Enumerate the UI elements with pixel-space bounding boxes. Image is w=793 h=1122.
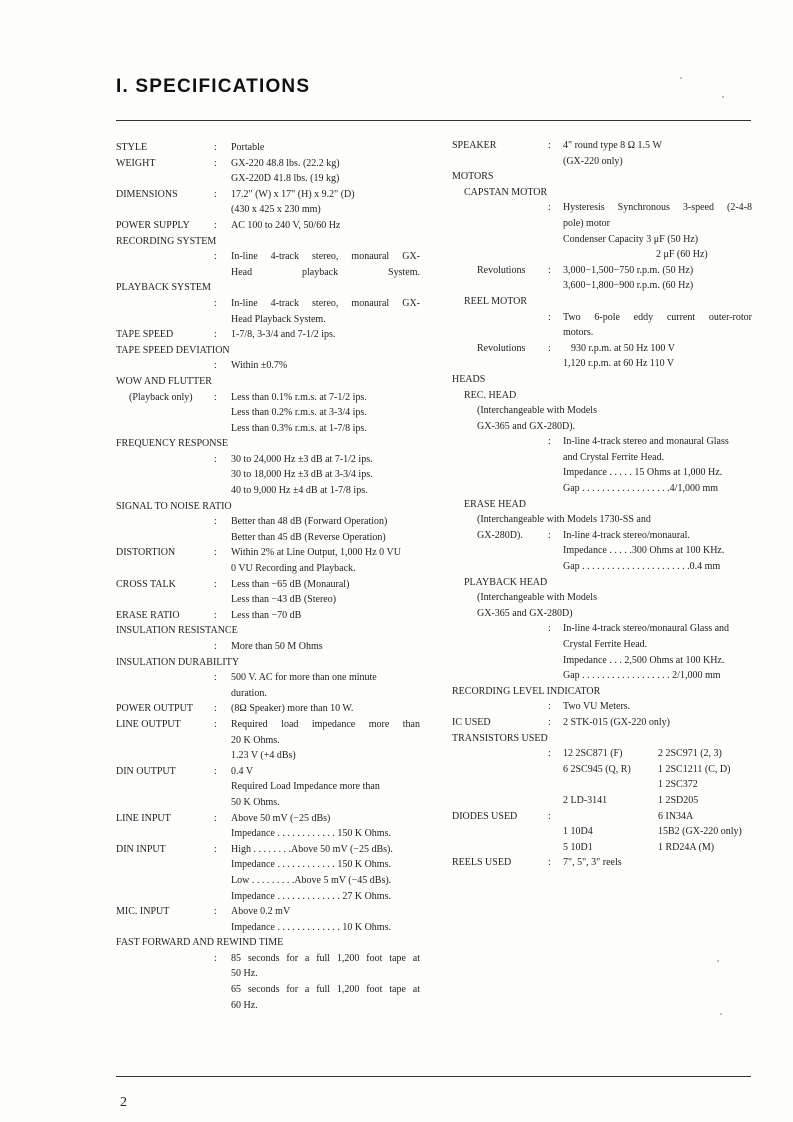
spec-value: 4" round type 8 Ω 1.5 W (563, 140, 662, 151)
colon-separator: : (548, 202, 551, 214)
spec-row (116, 717, 426, 733)
spec-value: Within ±0.7% (231, 360, 288, 372)
spec-row (452, 840, 757, 856)
scan-speck (722, 96, 724, 98)
spec-row (116, 249, 426, 265)
spec-row (116, 811, 426, 827)
spec-value: Two 6-pole eddy current outer-rotor (563, 311, 752, 323)
spec-label: RECORDING LEVEL INDICATOR (452, 685, 601, 697)
colon-separator: : (548, 140, 551, 151)
spec-value: (8Ω Speaker) more than 10 W. (231, 703, 354, 715)
spec-row (116, 187, 426, 203)
spec-value: GX-220 48.8 lbs. (22.2 kg) (231, 157, 340, 169)
spec-label: GX-280D). (477, 529, 523, 541)
spec-row (116, 467, 426, 483)
spec-label: FAST FORWARD AND REWIND TIME (116, 937, 284, 949)
spec-row (452, 824, 757, 840)
spec-row (452, 232, 757, 248)
spec-value: 1-7/8, 3-3/4 and 7-1/2 ips. (231, 329, 336, 341)
spec-label: SIGNAL TO NOISE RATIO (116, 500, 232, 512)
spec-value: 3,000−1,500−750 r.p.m. (50 Hz) (563, 264, 694, 276)
spec-row (452, 855, 757, 871)
spec-row (452, 310, 757, 326)
spec-label: CROSS TALK (116, 578, 176, 590)
left-spec-column (116, 140, 426, 1013)
spec-value: 50 Hz. (231, 968, 258, 980)
colon-separator: : (214, 765, 217, 777)
spec-label: MIC. INPUT (116, 906, 170, 918)
spec-row (452, 278, 757, 294)
spec-label: IC USED (452, 716, 491, 728)
spec-label: STYLE (116, 142, 148, 153)
spec-row (452, 434, 757, 450)
spec-row (116, 889, 426, 905)
colon-separator: : (214, 516, 217, 528)
spec-row (116, 421, 426, 437)
spec-value: Portable (231, 142, 265, 153)
spec-value: 0.4 V (231, 765, 254, 777)
spec-value: Gap . . . . . . . . . . . . . . . . . .4/1,000 mm (563, 483, 718, 495)
spec-label: TRANSISTORS USED (452, 732, 548, 744)
colon-separator: : (214, 360, 217, 372)
spec-row (116, 530, 426, 546)
spec-row (452, 294, 757, 310)
spec-value: In-line 4-track stereo/monaural. (563, 529, 690, 541)
spec-value: pole) motor (563, 217, 610, 229)
spec-row (116, 779, 426, 795)
spec-row (452, 746, 757, 762)
spec-label: Revolutions (477, 342, 526, 354)
spec-value: Impedance . . . . . . . . . . . . . 10 K Ohms. (231, 921, 391, 933)
spec-value: Required load impedance more than (231, 718, 420, 730)
spec-row (116, 156, 426, 172)
colon-separator: : (214, 157, 217, 169)
bottom-rule (116, 1076, 751, 1077)
colon-separator: : (548, 623, 551, 635)
spec-label: WEIGHT (116, 157, 156, 169)
spec-row (116, 623, 426, 639)
spec-label: MOTORS (452, 171, 494, 183)
spec-value: 3,600−1,800−900 r.p.m. (60 Hz) (563, 280, 694, 292)
spec-label: (Interchangeable with Models (477, 405, 597, 417)
spec-row (452, 185, 757, 201)
spec-row (116, 343, 426, 359)
spec-row (452, 169, 757, 185)
spec-value-second: 1 2SD205 (658, 794, 699, 806)
spec-label: DIN OUTPUT (116, 765, 176, 777)
spec-value: 930 r.p.m. at 50 Hz 100 V (571, 342, 675, 354)
spec-value: 85 seconds for a full 1,200 foot tape at (231, 952, 420, 964)
colon-separator: : (214, 453, 217, 465)
colon-separator: : (214, 329, 217, 341)
spec-value: 50 K Ohms. (231, 796, 280, 808)
colon-separator: : (548, 311, 551, 323)
spec-value: Less than 0.2% r.m.s. at 3-3/4 ips. (231, 407, 367, 419)
spec-row (452, 263, 757, 279)
spec-value: Within 2% at Line Output, 1,000 Hz 0 VU (231, 547, 401, 559)
spec-value: AC 100 to 240 V, 50/60 Hz (231, 219, 341, 231)
spec-row (116, 514, 426, 530)
spec-row (116, 748, 426, 764)
spec-row (116, 265, 426, 281)
spec-row (116, 842, 426, 858)
spec-value: Less than 0.3% r.m.s. at 1-7/8 ips. (231, 422, 367, 434)
colon-separator: : (548, 264, 551, 276)
spec-label: (Interchangeable with Models 1730-SS and (477, 514, 651, 526)
spec-value-second: 1 2SC1211 (C, D) (658, 763, 731, 775)
spec-value: Crystal Ferrite Head. (563, 639, 648, 650)
spec-label: DIODES USED (452, 810, 518, 822)
spec-value: duration. (231, 687, 267, 699)
spec-row (116, 296, 426, 312)
spec-row (452, 606, 757, 622)
spec-value: In-line 4-track stereo, monaural GX- (231, 297, 420, 309)
colon-separator: : (214, 391, 217, 403)
spec-value: Better than 45 dB (Reverse Operation) (231, 531, 386, 543)
spec-label: PLAYBACK SYSTEM (116, 282, 211, 294)
spec-value: In-line 4-track stereo and monaural Glass (563, 436, 729, 448)
spec-label: POWER SUPPLY (116, 219, 190, 231)
spec-value: 60 Hz. (231, 999, 258, 1011)
spec-value: 65 seconds for a full 1,200 foot tape at (231, 984, 420, 996)
spec-value: 17.2" (W) x 17" (H) x 9.2" (D) (231, 188, 355, 200)
spec-row (116, 171, 426, 187)
spec-value: 1 10D4 (563, 826, 593, 838)
spec-value: Less than −43 dB (Stereo) (231, 594, 337, 606)
spec-value: Impedance . . . . . . . . . . . . 150 K Ohms. (231, 859, 391, 871)
spec-value: 6 2SC945 (Q, R) (563, 763, 631, 775)
spec-row (452, 590, 757, 606)
spec-row (452, 699, 757, 715)
colon-separator: : (214, 547, 217, 559)
colon-separator: : (214, 906, 217, 918)
spec-value-second: 2 2SC971 (2, 3) (658, 748, 722, 760)
spec-value: Hysteresis Synchronous 3-speed (2-4-8 (563, 202, 752, 214)
colon-separator: : (548, 436, 551, 448)
spec-row (116, 686, 426, 702)
colon-separator: : (214, 672, 217, 684)
spec-row (452, 388, 757, 404)
colon-separator: : (214, 297, 217, 309)
spec-value: Gap . . . . . . . . . . . . . . . . . . 2/1,000 mm (563, 670, 721, 682)
spec-value: More than 50 M Ohms (231, 641, 323, 652)
spec-label: LINE INPUT (116, 812, 171, 824)
spec-value: Required Load Impedance more than (231, 781, 380, 793)
colon-separator: : (214, 843, 217, 855)
colon-separator: : (548, 342, 551, 354)
spec-value: Above 0.2 mV (231, 906, 291, 918)
spec-row (452, 465, 757, 481)
spec-value: and Crystal Ferrite Head. (563, 451, 665, 463)
spec-row (116, 920, 426, 936)
spec-value: Impedance . . . . . 15 Ohms at 1,000 Hz. (563, 467, 723, 479)
spec-row (116, 358, 426, 374)
spec-row (452, 621, 757, 637)
colon-separator: : (548, 701, 551, 713)
spec-value: Two VU Meters. (563, 701, 631, 713)
spec-row (116, 140, 426, 156)
colon-separator: : (548, 748, 551, 760)
spec-row (452, 731, 757, 747)
spec-row (116, 545, 426, 561)
spec-label: DIMENSIONS (116, 188, 178, 200)
spec-row (116, 733, 426, 749)
spec-row (116, 639, 426, 655)
spec-label: WOW AND FLUTTER (116, 375, 212, 387)
spec-row (116, 904, 426, 920)
spec-label: INSULATION RESISTANCE (116, 625, 238, 637)
spec-label: TAPE SPEED DEVIATION (116, 344, 230, 356)
spec-row (116, 390, 426, 406)
colon-separator: : (214, 188, 217, 200)
spec-row (116, 577, 426, 593)
spec-row (452, 668, 757, 684)
spec-row (452, 637, 757, 653)
colon-separator: : (548, 529, 551, 541)
spec-label: POWER OUTPUT (116, 703, 193, 715)
spec-value: 0 VU Recording and Playback. (231, 563, 356, 575)
spec-value: 30 to 18,000 Hz ±3 dB at 3-3/4 ips. (231, 469, 373, 481)
spec-label: ERASE HEAD (464, 498, 526, 510)
spec-value: 2 LD-3141 (563, 794, 608, 806)
colon-separator: : (214, 952, 217, 964)
spec-row (452, 715, 757, 731)
spec-label: ERASE RATIO (116, 609, 180, 621)
spec-label: REEL MOTOR (464, 295, 528, 307)
spec-row (452, 450, 757, 466)
spec-value: In-line 4-track stereo/monaural Glass and (563, 623, 730, 635)
spec-row (116, 826, 426, 842)
spec-value: In-line 4-track stereo, monaural GX- (231, 251, 420, 263)
spec-value: High . . . . . . . .Above 50 mV (−25 dBs). (231, 843, 393, 855)
spec-row (452, 777, 757, 793)
spec-row (116, 483, 426, 499)
page-number: 2 (120, 1095, 127, 1110)
spec-label: TAPE SPEED (116, 329, 174, 341)
spec-row (116, 764, 426, 780)
spec-value: 2 μF (60 Hz) (656, 249, 708, 261)
spec-row (116, 592, 426, 608)
spec-label: LINE OUTPUT (116, 718, 181, 730)
spec-row (116, 280, 426, 296)
spec-label: DIN INPUT (116, 843, 166, 855)
spec-value: Less than −70 dB (231, 609, 302, 621)
spec-label: RECORDING SYSTEM (116, 235, 217, 247)
spec-row (116, 951, 426, 967)
spec-row (116, 795, 426, 811)
spec-row (116, 655, 426, 671)
scan-speck (720, 1013, 722, 1015)
page-title: I. SPECIFICATIONS (116, 76, 311, 97)
colon-separator: : (214, 578, 217, 590)
right-spec-column (452, 138, 757, 871)
colon-separator: : (214, 641, 217, 652)
spec-row (116, 405, 426, 421)
spec-value-second: 6 IN34A (658, 810, 694, 822)
spec-value: Head Playback System. (231, 313, 326, 325)
spec-row (452, 559, 757, 575)
colon-separator: : (214, 219, 217, 231)
colon-separator: : (214, 812, 217, 824)
spec-row (116, 374, 426, 390)
spec-row (116, 234, 426, 250)
spec-row (116, 857, 426, 873)
spec-value: motors. (563, 327, 594, 339)
spec-value: GX-220D 41.8 lbs. (19 kg) (231, 173, 340, 185)
spec-row (116, 935, 426, 951)
spec-row (116, 982, 426, 998)
spec-row (452, 247, 757, 263)
spec-row (116, 966, 426, 982)
spec-row (452, 200, 757, 216)
spec-row (452, 512, 757, 528)
top-rule (116, 120, 751, 121)
colon-separator: : (214, 718, 217, 730)
spec-row (116, 218, 426, 234)
spec-label: INSULATION DURABILITY (116, 656, 240, 668)
spec-value: Above 50 mV (−25 dBs) (231, 812, 331, 824)
spec-value-second: 1 2SC372 (658, 779, 698, 791)
spec-label: CAPSTAN MOTOR (464, 186, 548, 198)
scan-speck (680, 77, 682, 79)
spec-row (452, 497, 757, 513)
spec-row (116, 452, 426, 468)
spec-value: Impedance . . . . . . . . . . . . 150 K Ohms. (231, 828, 391, 840)
spec-row (452, 653, 757, 669)
spec-row (452, 325, 757, 341)
spec-row (452, 154, 757, 170)
spec-label: REELS USED (452, 857, 512, 869)
colon-separator: : (548, 716, 551, 728)
spec-row (116, 499, 426, 515)
spec-value: Impedance . . . . .300 Ohms at 100 KHz. (563, 545, 725, 557)
spec-row (116, 561, 426, 577)
spec-value: 20 K Ohms. (231, 734, 280, 746)
spec-row (452, 138, 757, 154)
spec-row (452, 372, 757, 388)
spec-row (116, 998, 426, 1014)
colon-separator: : (548, 810, 551, 822)
spec-value: 1,120 r.p.m. at 60 Hz 110 V (563, 358, 675, 370)
spec-value: Less than −65 dB (Monaural) (231, 578, 350, 590)
spec-row (452, 403, 757, 419)
colon-separator: : (214, 703, 217, 715)
spec-row (116, 327, 426, 343)
spec-label: Revolutions (477, 264, 526, 276)
spec-row (452, 575, 757, 591)
spec-value: Gap . . . . . . . . . . . . . . . . . . . . . .0.4 mm (563, 561, 721, 573)
spec-value: 12 2SC871 (F) (563, 748, 623, 760)
spec-row (452, 481, 757, 497)
spec-row (452, 216, 757, 232)
spec-label: GX-365 and GX-280D). (477, 420, 576, 432)
spec-row (452, 528, 757, 544)
spec-value: 7", 5", 3" reels (563, 857, 622, 869)
spec-label: REC. HEAD (464, 389, 517, 401)
spec-row (452, 684, 757, 700)
spec-label: (Interchangeable with Models (477, 592, 597, 604)
spec-value-second: 15B2 (GX-220 only) (658, 826, 742, 838)
spec-value: 5 10D1 (563, 841, 593, 853)
spec-value: Better than 48 dB (Forward Operation) (231, 516, 388, 528)
spec-value: 40 to 9,000 Hz ±4 dB at 1-7/8 ips. (231, 485, 368, 497)
spec-label: FREQUENCY RESPONSE (116, 438, 229, 450)
spec-label: (Playback only) (129, 391, 193, 403)
spec-row (452, 543, 757, 559)
spec-row (452, 356, 757, 372)
spec-row (452, 762, 757, 778)
spec-row (116, 873, 426, 889)
spec-value: 1.23 V (+4 dBs) (231, 750, 296, 762)
spec-value: 2 STK-015 (GX-220 only) (563, 716, 670, 728)
spec-row (452, 809, 757, 825)
spec-value-second: 1 RD24A (M) (658, 841, 715, 853)
spec-row (116, 436, 426, 452)
spec-label: DISTORTION (116, 547, 176, 559)
spec-label: GX-365 and GX-280D) (477, 607, 573, 619)
spec-value: Condenser Capacity 3 μF (50 Hz) (563, 233, 699, 245)
spec-value: 500 V. AC for more than one minute (231, 672, 377, 684)
colon-separator: : (214, 142, 217, 153)
spec-row (452, 341, 757, 357)
spec-row (452, 793, 757, 809)
colon-separator: : (548, 857, 551, 869)
spec-value: Impedance . . . . . . . . . . . . . 27 K Ohms. (231, 890, 391, 902)
colon-separator: : (214, 251, 217, 263)
spec-value: Head playback System. (231, 266, 420, 278)
spec-row (452, 419, 757, 435)
spec-row (116, 670, 426, 686)
spec-value: Impedance . . . 2,500 Ohms at 100 KHz. (563, 654, 725, 666)
spec-row (116, 312, 426, 328)
spec-value: (430 x 425 x 230 mm) (231, 204, 321, 216)
spec-value: Low . . . . . . . . .Above 5 mV (−45 dBs). (231, 874, 392, 886)
spec-label: HEADS (452, 373, 486, 385)
spec-value: (GX-220 only) (563, 155, 623, 167)
spec-row (116, 701, 426, 717)
spec-row (116, 608, 426, 624)
spec-label: SPEAKER (452, 140, 497, 151)
spec-value: Less than 0.1% r.m.s. at 7-1/2 ips. (231, 391, 367, 403)
colon-separator: : (214, 609, 217, 621)
spec-row (116, 202, 426, 218)
scan-speck (717, 960, 719, 962)
spec-label: PLAYBACK HEAD (464, 576, 548, 588)
spec-value: 30 to 24,000 Hz ±3 dB at 7-1/2 ips. (231, 453, 373, 465)
